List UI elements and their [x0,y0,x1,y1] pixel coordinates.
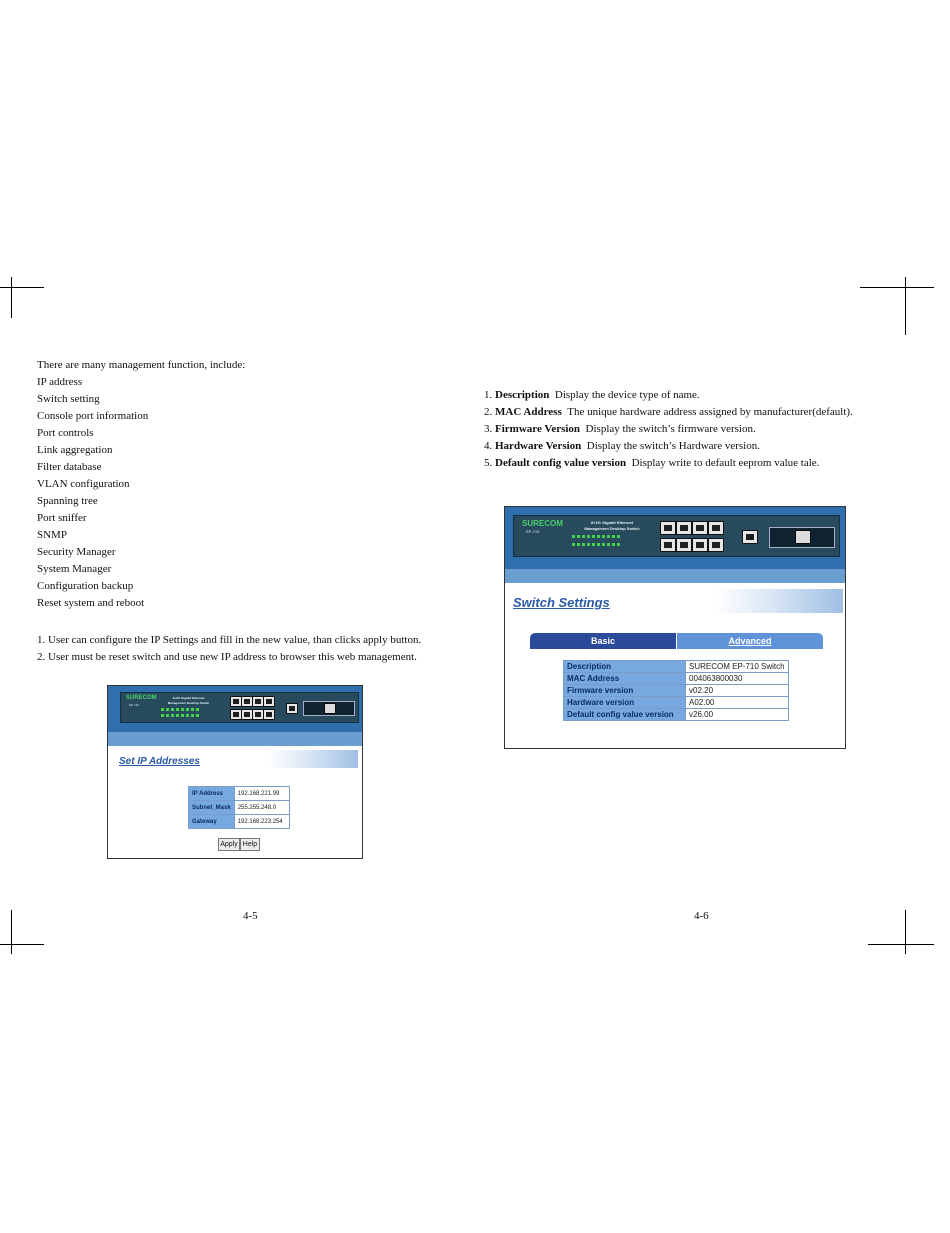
tab-advanced[interactable]: Advanced [677,633,823,649]
left-intro: There are many management function, include: [37,359,246,371]
function-item: Port sniffer [37,512,87,524]
brand-logo: SURECOM [522,519,563,528]
ethernet-port[interactable] [676,538,692,552]
brand-logo: SURECOM [126,695,157,701]
device-title: 8+2G Gigabit Ethernet [590,520,634,525]
definition-item: 4. Hardware Version Display the switch’s Hardware version. [484,440,760,452]
ip-settings-table [188,786,290,829]
field-label: IP Address [189,787,235,801]
ethernet-port[interactable] [263,709,275,720]
switch-settings-screenshot [504,506,846,749]
function-item: Link aggregation [37,444,113,456]
status-leds [572,543,620,546]
switch-info-table [563,660,789,721]
ethernet-port[interactable] [708,521,724,535]
function-item: SNMP [37,529,67,541]
ethernet-port[interactable] [708,538,724,552]
header-decoration [268,750,358,768]
definition-list [484,387,853,472]
table-row [564,697,789,709]
subnet-mask-input[interactable]: 255.255.248.0 [234,801,289,815]
definition-item: 1. Description Display the device type of name. [484,389,700,401]
info-value: SURECOM EP-710 Switch [686,661,789,673]
table-row [564,673,789,685]
table-row [189,787,290,801]
switch-front-panel [120,692,359,723]
console-port[interactable] [742,530,758,544]
info-label: Hardware version [564,697,686,709]
info-label: Default config value version [564,709,686,721]
info-label: Description [564,661,686,673]
ethernet-port[interactable] [660,538,676,552]
device-subtitle: Management Desktop Switch [584,526,640,531]
table-row [564,685,789,697]
info-value: v02.20 [686,685,789,697]
function-list [37,374,148,612]
field-label: Gateway [189,815,235,829]
banner-strip [505,569,845,583]
banner-strip [108,732,362,746]
help-button[interactable]: Help [240,838,260,851]
function-item: Switch setting [37,393,100,405]
function-item: VLAN configuration [37,478,130,490]
info-label: MAC Address [564,673,686,685]
table-row [189,801,290,815]
page-heading: Switch Settings [513,595,610,610]
apply-button[interactable]: Apply [218,838,240,851]
model-label: EP-710 [129,703,140,707]
table-row [189,815,290,829]
table-row [564,661,789,673]
definition-item: 5. Default config value version Display write to default eeprom value tale. [484,457,820,469]
ethernet-port[interactable] [263,696,275,707]
function-item: IP address [37,376,83,388]
ethernet-port[interactable] [692,538,708,552]
ethernet-port[interactable] [676,521,692,535]
function-item: Filter database [37,461,102,473]
function-item: Spanning tree [37,495,98,507]
page-number: 4-5 [243,910,258,922]
device-subtitle: Management Desktop Switch [167,701,210,705]
ethernet-port[interactable] [660,521,676,535]
page-number: 4-6 [694,910,709,922]
function-item: Configuration backup [37,580,134,592]
device-title: 8+2G Gigabit Ethernet [172,696,205,700]
definition-item: 3. Firmware Version Display the switch’s firmware version. [484,423,756,435]
switch-front-panel [513,515,840,557]
step-item: 1. User can configure the IP Settings and fill in the new value, than clicks apply button. [37,634,422,646]
function-item: Security Manager [37,546,116,558]
function-item: Port controls [37,427,94,439]
ethernet-port[interactable] [692,521,708,535]
gigabit-port[interactable] [795,530,811,544]
step-list [37,632,421,666]
ip-address-input[interactable]: 192.168.221.99 [234,787,289,801]
function-item: System Manager [37,563,112,575]
gigabit-port[interactable] [324,703,336,714]
status-leds [161,714,199,717]
model-label: EP-710 [526,529,540,534]
table-row [564,709,789,721]
definition-item: 2. MAC Address The unique hardware address assigned by manufacturer(default). [484,406,853,418]
info-value: v26.00 [686,709,789,721]
status-leds [161,708,199,711]
status-leds [572,535,620,538]
info-value: A02.00 [686,697,789,709]
function-item: Console port information [37,410,149,422]
page-heading: Set IP Addresses [119,756,200,767]
step-item: 2. User must be reset switch and use new IP address to browser this web management. [37,651,417,663]
gateway-input[interactable]: 192.168.223.254 [234,815,289,829]
info-label: Firmware version [564,685,686,697]
console-port[interactable] [286,703,298,714]
function-item: Reset system and reboot [37,597,145,609]
field-label: Subnet_Mask [189,801,235,815]
tab-basic[interactable]: Basic [530,633,676,649]
ip-settings-screenshot [107,685,363,859]
header-decoration [715,589,843,613]
info-value: 004063800030 [686,673,789,685]
